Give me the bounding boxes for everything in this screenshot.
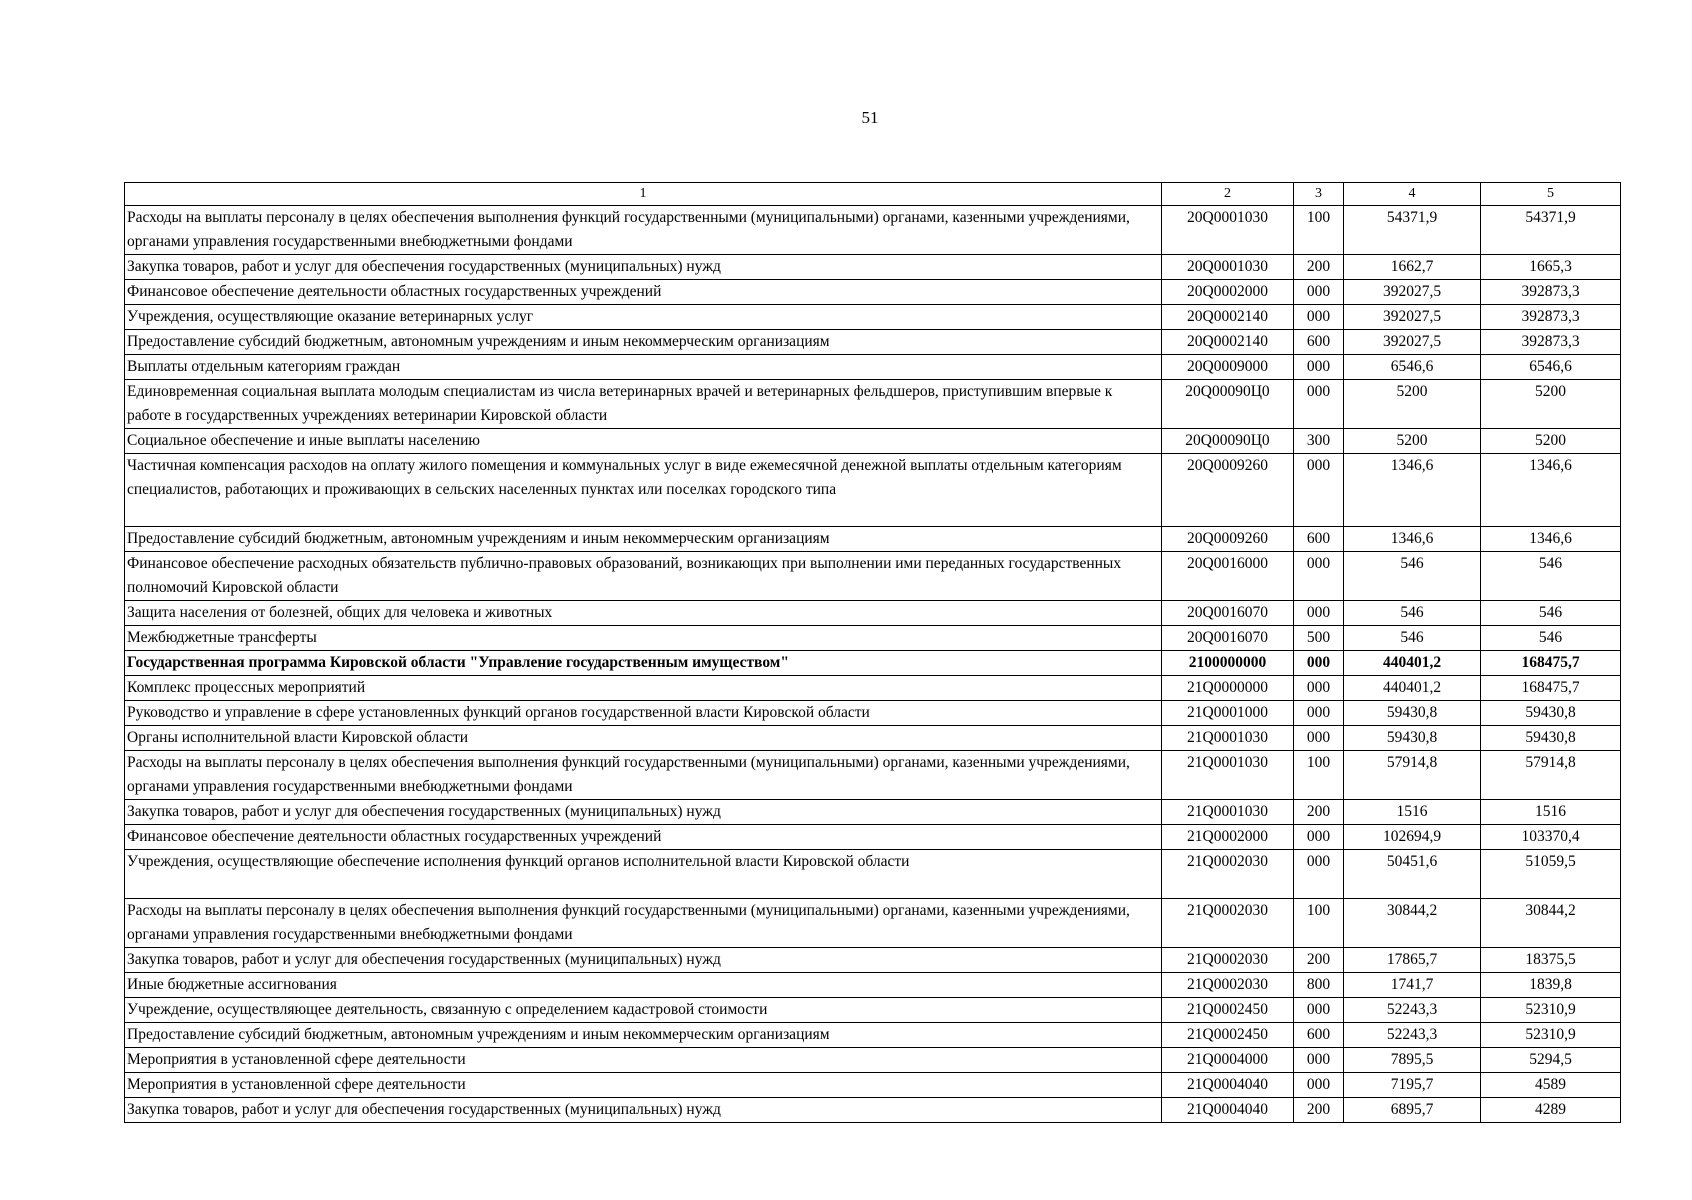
table-row — [125, 998, 1621, 1023]
row-code: 21Q0002450 — [1162, 1023, 1294, 1048]
row-value-5: 54371,9 — [1481, 206, 1621, 255]
row-code: 21Q0001030 — [1162, 726, 1294, 751]
row-value-5: 52310,9 — [1481, 998, 1621, 1023]
row-value-5: 1346,6 — [1481, 527, 1621, 552]
row-type: 100 — [1294, 206, 1344, 255]
row-value-4: 1346,6 — [1344, 527, 1481, 552]
table-row — [125, 850, 1621, 899]
row-value-5: 392873,3 — [1481, 330, 1621, 355]
row-value-4: 52243,3 — [1344, 1023, 1481, 1048]
row-value-5: 1346,6 — [1481, 454, 1621, 527]
row-name: Расходы на выплаты персоналу в целях обеспечения выполнения функций государственными (муниципальными) органами, казенными учреждениями, органами управления государственными внебюджетными фондами — [125, 751, 1162, 800]
row-value-5: 5200 — [1481, 429, 1621, 454]
table-row — [125, 527, 1621, 552]
row-value-4: 17865,7 — [1344, 948, 1481, 973]
table-row — [125, 255, 1621, 280]
table-row — [125, 701, 1621, 726]
row-code: 20Q0009260 — [1162, 527, 1294, 552]
row-type: 200 — [1294, 948, 1344, 973]
row-name: Закупка товаров, работ и услуг для обеспечения государственных (муниципальных) нужд — [125, 800, 1162, 825]
row-value-5: 1516 — [1481, 800, 1621, 825]
row-name: Закупка товаров, работ и услуг для обеспечения государственных (муниципальных) нужд — [125, 948, 1162, 973]
row-name: Финансовое обеспечение деятельности областных государственных учреждений — [125, 280, 1162, 305]
column-header: 4 — [1344, 183, 1481, 206]
row-code: 20Q00090Ц0 — [1162, 380, 1294, 429]
row-name: Закупка товаров, работ и услуг для обеспечения государственных (муниципальных) нужд — [125, 255, 1162, 280]
row-type: 000 — [1294, 651, 1344, 676]
row-value-4: 440401,2 — [1344, 676, 1481, 701]
row-code: 21Q0004000 — [1162, 1048, 1294, 1073]
row-name: Иные бюджетные ассигнования — [125, 973, 1162, 998]
row-value-5: 57914,8 — [1481, 751, 1621, 800]
table-row — [125, 429, 1621, 454]
column-header: 1 — [125, 183, 1162, 206]
column-header: 3 — [1294, 183, 1344, 206]
table-row — [125, 948, 1621, 973]
table-row — [125, 206, 1621, 255]
row-code: 20Q0001030 — [1162, 206, 1294, 255]
row-value-4: 59430,8 — [1344, 701, 1481, 726]
row-value-4: 1516 — [1344, 800, 1481, 825]
row-value-5: 59430,8 — [1481, 726, 1621, 751]
row-name: Защита населения от болезней, общих для человека и животных — [125, 601, 1162, 626]
row-value-4: 546 — [1344, 552, 1481, 601]
row-name: Частичная компенсация расходов на оплату жилого помещения и коммунальных услуг в виде ежемесячной денежной выплаты отдельным категориям специалистов, работающих и проживающих в сельских населенных пунктах или поселках городского типа — [125, 454, 1162, 527]
row-name: Предоставление субсидий бюджетным, автономным учреждениям и иным некоммерческим организациям — [125, 330, 1162, 355]
table-row — [125, 305, 1621, 330]
row-value-5: 6546,6 — [1481, 355, 1621, 380]
row-type: 200 — [1294, 1098, 1344, 1123]
row-value-4: 392027,5 — [1344, 305, 1481, 330]
table-row — [125, 1073, 1621, 1098]
table-row — [125, 825, 1621, 850]
row-value-4: 6546,6 — [1344, 355, 1481, 380]
row-value-4: 59430,8 — [1344, 726, 1481, 751]
row-type: 000 — [1294, 825, 1344, 850]
row-name: Комплекс процессных мероприятий — [125, 676, 1162, 701]
row-value-4: 50451,6 — [1344, 850, 1481, 899]
table-row — [125, 800, 1621, 825]
row-value-5: 59430,8 — [1481, 701, 1621, 726]
row-code: 20Q0016070 — [1162, 601, 1294, 626]
row-type: 600 — [1294, 330, 1344, 355]
row-name: Расходы на выплаты персоналу в целях обеспечения выполнения функций государственными (муниципальными) органами, казенными учреждениями, органами управления государственными внебюджетными фондами — [125, 206, 1162, 255]
row-type: 000 — [1294, 552, 1344, 601]
row-name: Государственная программа Кировской области "Управление государственным имуществом" — [125, 651, 1162, 676]
row-value-5: 5200 — [1481, 380, 1621, 429]
row-code: 21Q0001030 — [1162, 800, 1294, 825]
row-type: 000 — [1294, 601, 1344, 626]
row-value-4: 57914,8 — [1344, 751, 1481, 800]
row-type: 000 — [1294, 998, 1344, 1023]
row-value-4: 1741,7 — [1344, 973, 1481, 998]
row-value-5: 1665,3 — [1481, 255, 1621, 280]
table-row — [125, 676, 1621, 701]
row-code: 20Q0016070 — [1162, 626, 1294, 651]
table-row — [125, 751, 1621, 800]
row-value-4: 546 — [1344, 601, 1481, 626]
table-row — [125, 454, 1621, 527]
table-row — [125, 651, 1621, 676]
row-value-5: 5294,5 — [1481, 1048, 1621, 1073]
row-value-4: 102694,9 — [1344, 825, 1481, 850]
row-value-4: 1662,7 — [1344, 255, 1481, 280]
row-value-4: 440401,2 — [1344, 651, 1481, 676]
row-value-4: 5200 — [1344, 380, 1481, 429]
row-code: 21Q0004040 — [1162, 1073, 1294, 1098]
row-code: 21Q0002030 — [1162, 948, 1294, 973]
row-value-5: 392873,3 — [1481, 280, 1621, 305]
row-code: 21Q0002030 — [1162, 973, 1294, 998]
row-value-5: 51059,5 — [1481, 850, 1621, 899]
row-type: 200 — [1294, 800, 1344, 825]
row-type: 500 — [1294, 626, 1344, 651]
row-value-4: 52243,3 — [1344, 998, 1481, 1023]
table-row — [125, 1023, 1621, 1048]
row-value-5: 546 — [1481, 601, 1621, 626]
row-name: Финансовое обеспечение расходных обязательств публично-правовых образований, возникающих при выполнении ими переданных государственных полномочий Кировской области — [125, 552, 1162, 601]
row-type: 800 — [1294, 973, 1344, 998]
table-row — [125, 380, 1621, 429]
row-name: Мероприятия в установленной сфере деятельности — [125, 1073, 1162, 1098]
row-code: 21Q0002450 — [1162, 998, 1294, 1023]
row-value-4: 6895,7 — [1344, 1098, 1481, 1123]
row-value-5: 546 — [1481, 552, 1621, 601]
column-header: 2 — [1162, 183, 1294, 206]
row-type: 000 — [1294, 280, 1344, 305]
row-type: 000 — [1294, 380, 1344, 429]
row-name: Учреждение, осуществляющее деятельность, связанную с определением кадастровой стоимости — [125, 998, 1162, 1023]
row-value-5: 168475,7 — [1481, 676, 1621, 701]
table-row — [125, 355, 1621, 380]
row-value-4: 54371,9 — [1344, 206, 1481, 255]
table-row — [125, 626, 1621, 651]
row-code: 21Q0002000 — [1162, 825, 1294, 850]
row-value-5: 546 — [1481, 626, 1621, 651]
row-name: Учреждения, осуществляющие оказание ветеринарных услуг — [125, 305, 1162, 330]
row-code: 20Q00090Ц0 — [1162, 429, 1294, 454]
row-name: Расходы на выплаты персоналу в целях обеспечения выполнения функций государственными (муниципальными) органами, казенными учреждениями, органами управления государственными внебюджетными фондами — [125, 899, 1162, 948]
row-name: Руководство и управление в сфере установленных функций органов государственной власти Кировской области — [125, 701, 1162, 726]
table-row — [125, 601, 1621, 626]
row-code: 21Q0000000 — [1162, 676, 1294, 701]
row-name: Мероприятия в установленной сфере деятельности — [125, 1048, 1162, 1073]
row-code: 20Q0002140 — [1162, 305, 1294, 330]
row-type: 600 — [1294, 1023, 1344, 1048]
column-header: 5 — [1481, 183, 1621, 206]
table-row — [125, 552, 1621, 601]
row-code: 2100000000 — [1162, 651, 1294, 676]
row-value-4: 1346,6 — [1344, 454, 1481, 527]
row-name: Предоставление субсидий бюджетным, автономным учреждениям и иным некоммерческим организациям — [125, 1023, 1162, 1048]
row-type: 100 — [1294, 899, 1344, 948]
row-name: Выплаты отдельным категориям граждан — [125, 355, 1162, 380]
row-value-5: 30844,2 — [1481, 899, 1621, 948]
row-type: 100 — [1294, 751, 1344, 800]
row-code: 21Q0004040 — [1162, 1098, 1294, 1123]
row-type: 000 — [1294, 454, 1344, 527]
row-type: 000 — [1294, 355, 1344, 380]
row-value-4: 392027,5 — [1344, 280, 1481, 305]
row-value-5: 4289 — [1481, 1098, 1621, 1123]
table-row — [125, 899, 1621, 948]
row-value-5: 392873,3 — [1481, 305, 1621, 330]
page-number: 51 — [861, 108, 879, 127]
table-row — [125, 280, 1621, 305]
row-value-5: 1839,8 — [1481, 973, 1621, 998]
table-row — [125, 973, 1621, 998]
budget-table — [124, 182, 1621, 1123]
row-name: Учреждения, осуществляющие обеспечение исполнения функций органов исполнительной власти Кировской области — [125, 850, 1162, 899]
row-value-4: 5200 — [1344, 429, 1481, 454]
table-row — [125, 726, 1621, 751]
row-code: 20Q0016000 — [1162, 552, 1294, 601]
row-value-5: 103370,4 — [1481, 825, 1621, 850]
row-type: 000 — [1294, 726, 1344, 751]
row-code: 20Q0009000 — [1162, 355, 1294, 380]
row-name: Социальное обеспечение и иные выплаты населению — [125, 429, 1162, 454]
row-type: 200 — [1294, 255, 1344, 280]
row-value-4: 392027,5 — [1344, 330, 1481, 355]
row-value-4: 546 — [1344, 626, 1481, 651]
row-name: Закупка товаров, работ и услуг для обеспечения государственных (муниципальных) нужд — [125, 1098, 1162, 1123]
row-value-4: 7895,5 — [1344, 1048, 1481, 1073]
row-code: 20Q0009260 — [1162, 454, 1294, 527]
table-row — [125, 1048, 1621, 1073]
row-name: Органы исполнительной власти Кировской области — [125, 726, 1162, 751]
row-code: 20Q0002000 — [1162, 280, 1294, 305]
row-value-4: 30844,2 — [1344, 899, 1481, 948]
row-value-4: 7195,7 — [1344, 1073, 1481, 1098]
row-code: 21Q0001000 — [1162, 701, 1294, 726]
row-type: 000 — [1294, 305, 1344, 330]
row-code: 20Q0002140 — [1162, 330, 1294, 355]
row-value-5: 52310,9 — [1481, 1023, 1621, 1048]
row-name: Единовременная социальная выплата молодым специалистам из числа ветеринарных врачей и ветеринарных фельдшеров, приступившим впервые к работе в государственных учреждениях ветеринарии Кировской области — [125, 380, 1162, 429]
row-code: 21Q0001030 — [1162, 751, 1294, 800]
row-type: 000 — [1294, 1048, 1344, 1073]
row-code: 21Q0002030 — [1162, 850, 1294, 899]
row-type: 600 — [1294, 527, 1344, 552]
row-type: 000 — [1294, 676, 1344, 701]
table-header-row — [125, 183, 1621, 206]
row-type: 000 — [1294, 850, 1344, 899]
row-name: Финансовое обеспечение деятельности областных государственных учреждений — [125, 825, 1162, 850]
row-type: 000 — [1294, 1073, 1344, 1098]
row-value-5: 4589 — [1481, 1073, 1621, 1098]
table-row — [125, 330, 1621, 355]
row-type: 000 — [1294, 701, 1344, 726]
row-type: 300 — [1294, 429, 1344, 454]
row-name: Предоставление субсидий бюджетным, автономным учреждениям и иным некоммерческим организациям — [125, 527, 1162, 552]
row-value-5: 18375,5 — [1481, 948, 1621, 973]
row-name: Межбюджетные трансферты — [125, 626, 1162, 651]
row-value-5: 168475,7 — [1481, 651, 1621, 676]
row-code: 21Q0002030 — [1162, 899, 1294, 948]
row-code: 20Q0001030 — [1162, 255, 1294, 280]
table-row — [125, 1098, 1621, 1123]
